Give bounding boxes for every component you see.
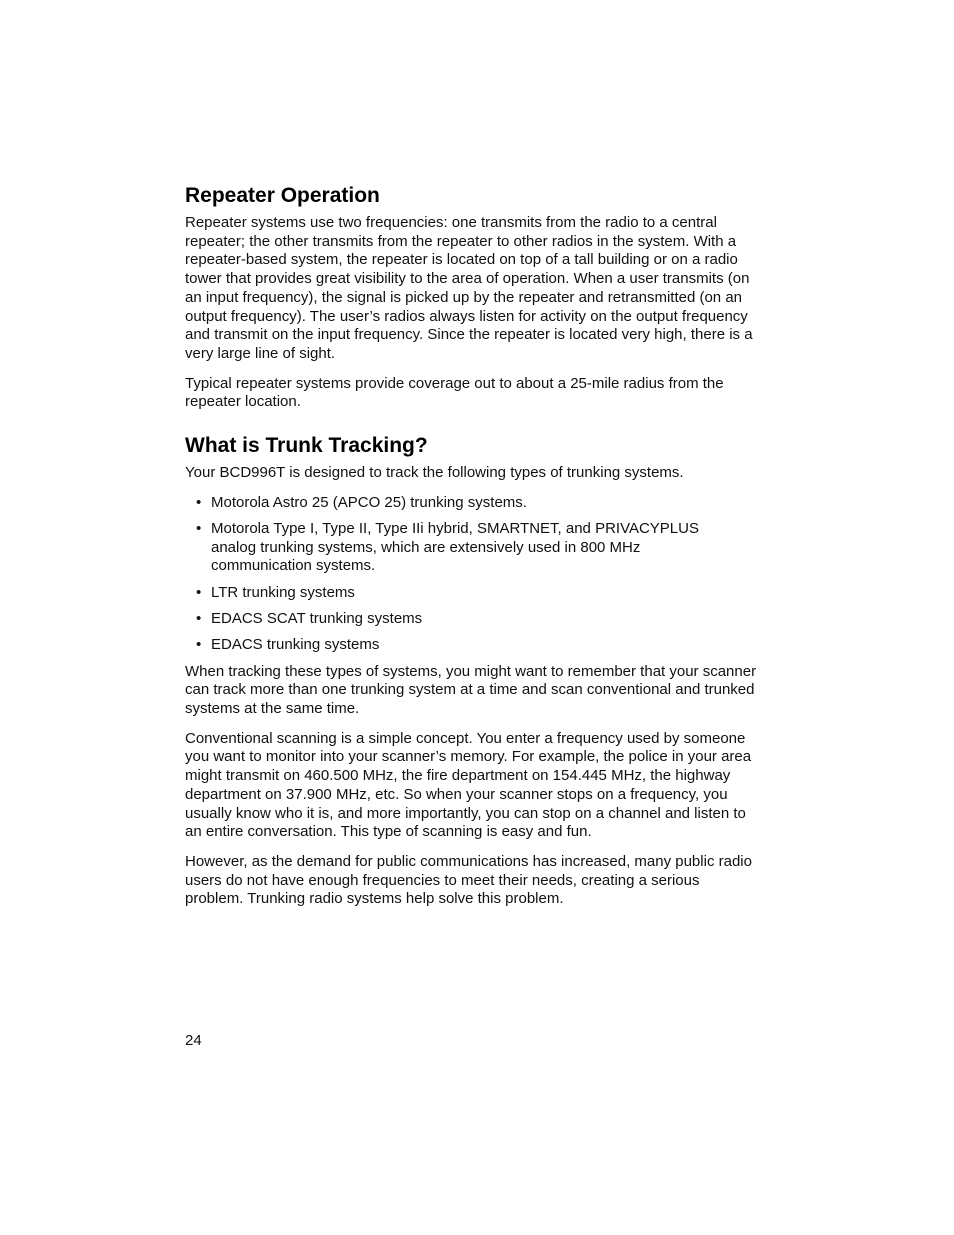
- body-paragraph: However, as the demand for public communications has increased, many public radio users do not have enough frequencies to meet their needs, creating a serious problem. Trunking radio systems help solve this problem.: [185, 852, 752, 908]
- bullet-icon: •: [196, 519, 202, 537]
- intro-paragraph: Your BCD996T is designed to track the following types of trunking systems.: [185, 464, 684, 482]
- section-heading: What is Trunk Tracking?: [185, 434, 428, 458]
- list-item: [185, 494, 731, 513]
- section-repeater-operation: [185, 181, 757, 412]
- bullet-icon: •: [196, 609, 202, 627]
- list-item: [185, 610, 731, 629]
- page-number: 24: [185, 1032, 202, 1049]
- page-content: [185, 181, 757, 920]
- body-paragraph: When tracking these types of systems, you might want to remember that your scanner can track more than one trunking system at a time and scan conventional and trunked systems at the same time.: [185, 662, 757, 718]
- list-item: [185, 636, 731, 655]
- list-item: [185, 520, 731, 576]
- section-trunk-tracking: [185, 431, 757, 909]
- body-paragraph: Conventional scanning is a simple concept. You enter a frequency used by someone you want to monitor into your scanner’s memory. For example, the police in your area might transmit on 460.500 MHz, the fire department on 154.445 MHz, the highway department on 37.900 MHz, etc. So when your scanner stops on a frequency, you usually know who it is, and more importantly, you can stop on a channel and listen to an entire conversation. This type of scanning is easy and fun.: [185, 729, 752, 841]
- section-heading: Repeater Operation: [185, 184, 380, 207]
- body-paragraph: Typical repeater systems provide coverage out to about a 25-mile radius from the repeater location.: [185, 374, 724, 411]
- list-item-text: Motorola Astro 25 (APCO 25) trunking systems.: [211, 493, 527, 511]
- bullet-icon: •: [196, 493, 202, 511]
- list-item: [185, 584, 731, 603]
- bullet-icon: •: [196, 583, 202, 601]
- list-item-text: EDACS SCAT trunking systems: [211, 609, 423, 627]
- body-paragraph: Repeater systems use two frequencies: one transmits from the radio to a central repeater; the other transmits from the repeater to other radios in the system. With a repeater-based system, the repeater is located on top of a tall building or on a radio tower that provides great visibility to the area of operation. When a user transmits (on an input frequency), the signal is picked up by the repeater and retransmitted (on an output frequency). The user’s radios always listen for activity on the output frequency and transmit on the input frequency. Since the repeater is located very high, there is a very large line of sight.: [185, 214, 753, 362]
- list-item-text: Motorola Type I, Type II, Type IIi hybrid, SMARTNET, and PRIVACYPLUS analog trunking systems, which are extensively used in 800 MHz communication systems.: [211, 519, 699, 575]
- list-item-text: LTR trunking systems: [211, 583, 355, 601]
- list-item-text: EDACS trunking systems: [211, 635, 380, 653]
- trunking-systems-list: [185, 494, 757, 655]
- bullet-icon: •: [196, 635, 202, 653]
